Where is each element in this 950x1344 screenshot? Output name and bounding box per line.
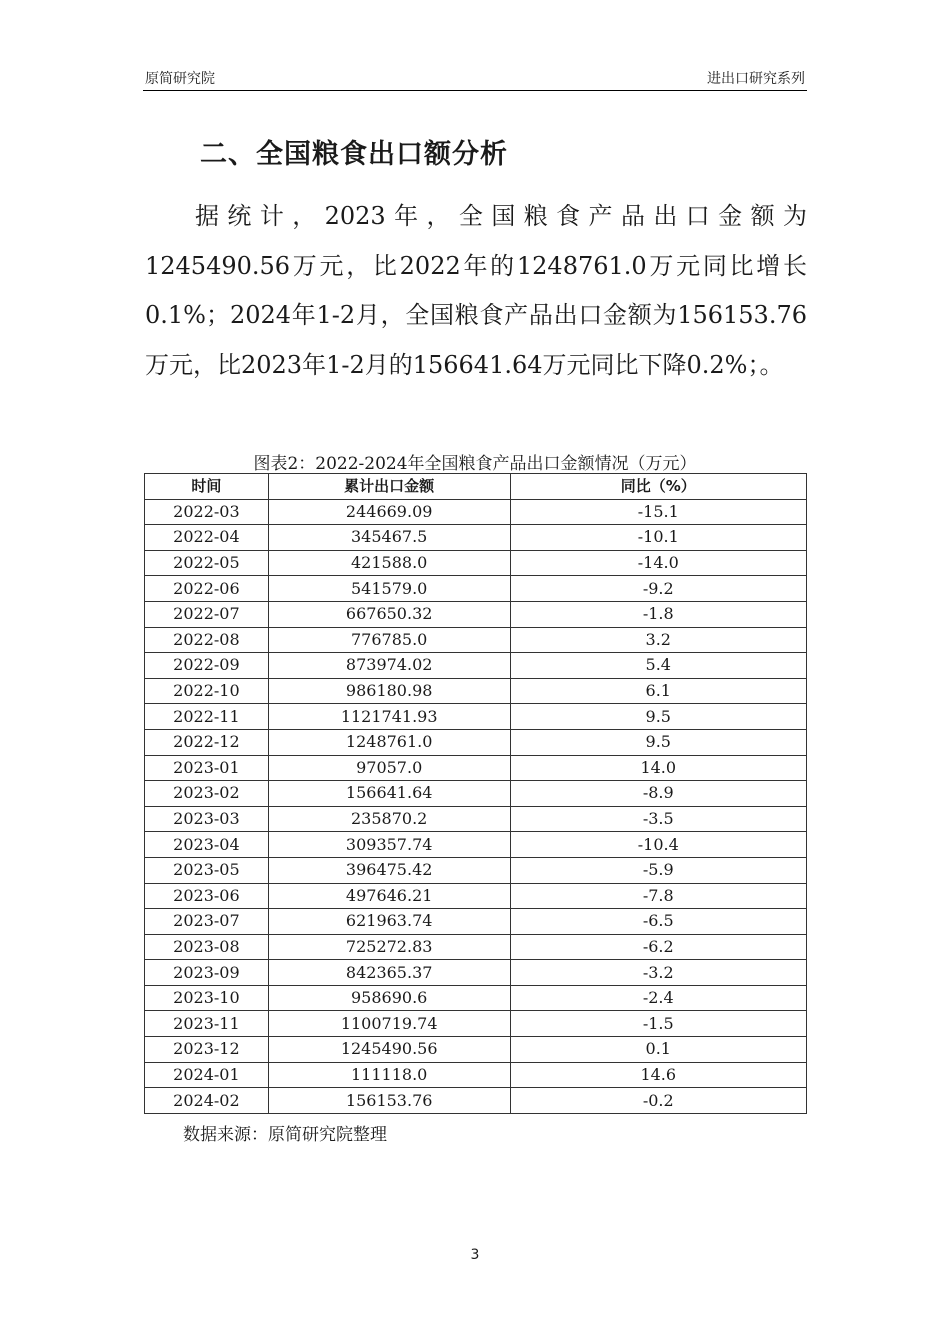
cell-time: 2022-11 [145,704,269,730]
cell-cumulative-export: 345467.5 [268,525,510,551]
table-row [145,960,807,986]
cell-yoy: -3.5 [510,806,806,832]
cell-cumulative-export: 309357.74 [268,832,510,858]
table-row [145,729,807,755]
cell-time: 2022-09 [145,653,269,679]
cell-cumulative-export: 1245490.56 [268,1037,510,1063]
table-row [145,832,807,858]
table-row [145,627,807,653]
column-header-yoy: 同比（%） [510,474,806,500]
cell-time: 2023-04 [145,832,269,858]
cell-time: 2022-04 [145,525,269,551]
cell-time: 2024-01 [145,1062,269,1088]
cell-time: 2023-06 [145,883,269,909]
cell-yoy: -10.4 [510,832,806,858]
cell-cumulative-export: 421588.0 [268,550,510,576]
cell-cumulative-export: 497646.21 [268,883,510,909]
data-source-note: 数据来源：原简研究院整理 [183,1125,387,1145]
cell-yoy: -0.2 [510,1088,806,1114]
cell-yoy: -5.9 [510,857,806,883]
header-series-name: 进出口研究系列 [707,71,805,87]
cell-time: 2023-12 [145,1037,269,1063]
table-row [145,653,807,679]
cell-time: 2023-05 [145,857,269,883]
table-row [145,1037,807,1063]
table-row [145,704,807,730]
cell-time: 2022-07 [145,601,269,627]
cell-time: 2023-01 [145,755,269,781]
cell-time: 2023-07 [145,909,269,935]
cell-yoy: -15.1 [510,499,806,525]
table-row [145,806,807,832]
cell-yoy: -14.0 [510,550,806,576]
cell-time: 2023-09 [145,960,269,986]
cell-time: 2023-03 [145,806,269,832]
cell-cumulative-export: 156153.76 [268,1088,510,1114]
cell-time: 2023-08 [145,934,269,960]
cell-yoy: -7.8 [510,883,806,909]
cell-time: 2023-10 [145,985,269,1011]
cell-yoy: 14.6 [510,1062,806,1088]
cell-time: 2023-02 [145,781,269,807]
table-row [145,755,807,781]
export-value-table [144,473,807,1114]
cell-cumulative-export: 667650.32 [268,601,510,627]
table-header-row [145,474,807,500]
page-number: 3 [470,1247,480,1263]
cell-time: 2022-06 [145,576,269,602]
table-row [145,934,807,960]
table-row [145,678,807,704]
table-row [145,499,807,525]
cell-cumulative-export: 621963.74 [268,909,510,935]
cell-yoy: -6.2 [510,934,806,960]
cell-time: 2024-02 [145,1088,269,1114]
table-row [145,1011,807,1037]
cell-yoy: -6.5 [510,909,806,935]
table-row [145,857,807,883]
cell-cumulative-export: 1121741.93 [268,704,510,730]
cell-yoy: -9.2 [510,576,806,602]
table-row [145,909,807,935]
cell-yoy: -1.8 [510,601,806,627]
cell-yoy: 0.1 [510,1037,806,1063]
cell-yoy: 3.2 [510,627,806,653]
cell-time: 2022-05 [145,550,269,576]
cell-cumulative-export: 1248761.0 [268,729,510,755]
table-row [145,601,807,627]
cell-time: 2022-10 [145,678,269,704]
cell-yoy: 14.0 [510,755,806,781]
column-header-time: 时间 [145,474,269,500]
cell-cumulative-export: 244669.09 [268,499,510,525]
cell-cumulative-export: 986180.98 [268,678,510,704]
body-paragraph: 据统计，2023年，全国粮食产品出口金额为1245490.56万元，比2022年的1248761.0万元同比增长0.1%；2024年1-2月，全国粮食产品出口金额为156153.76万元，比2023年1-2月的156641.64万元同比下降0.2%；。 [145,202,807,379]
cell-cumulative-export: 873974.02 [268,653,510,679]
column-header-cumulative-export: 累计出口金额 [268,474,510,500]
cell-yoy: -3.2 [510,960,806,986]
table-caption: 图表2：2022-2024年全国粮食产品出口金额情况（万元） [253,454,697,474]
cell-cumulative-export: 396475.42 [268,857,510,883]
cell-time: 2022-08 [145,627,269,653]
header-org-name: 原简研究院 [145,71,215,87]
cell-cumulative-export: 842365.37 [268,960,510,986]
page-header [143,66,807,91]
table-row [145,550,807,576]
section-title: 二、全国粮食出口额分析 [200,139,508,170]
table-row [145,781,807,807]
table-row [145,1062,807,1088]
cell-cumulative-export: 541579.0 [268,576,510,602]
table-row [145,985,807,1011]
cell-yoy: 5.4 [510,653,806,679]
cell-yoy: 9.5 [510,704,806,730]
cell-cumulative-export: 235870.2 [268,806,510,832]
table-row [145,883,807,909]
cell-cumulative-export: 97057.0 [268,755,510,781]
cell-cumulative-export: 156641.64 [268,781,510,807]
cell-yoy: -1.5 [510,1011,806,1037]
cell-yoy: 6.1 [510,678,806,704]
cell-yoy: -2.4 [510,985,806,1011]
table-row [145,525,807,551]
cell-cumulative-export: 1100719.74 [268,1011,510,1037]
cell-time: 2022-03 [145,499,269,525]
table-body [145,499,807,1113]
cell-yoy: -8.9 [510,781,806,807]
cell-time: 2023-11 [145,1011,269,1037]
table-row [145,576,807,602]
cell-cumulative-export: 776785.0 [268,627,510,653]
cell-yoy: 9.5 [510,729,806,755]
table-row [145,1088,807,1114]
cell-cumulative-export: 111118.0 [268,1062,510,1088]
cell-cumulative-export: 958690.6 [268,985,510,1011]
cell-yoy: -10.1 [510,525,806,551]
cell-time: 2022-12 [145,729,269,755]
cell-cumulative-export: 725272.83 [268,934,510,960]
